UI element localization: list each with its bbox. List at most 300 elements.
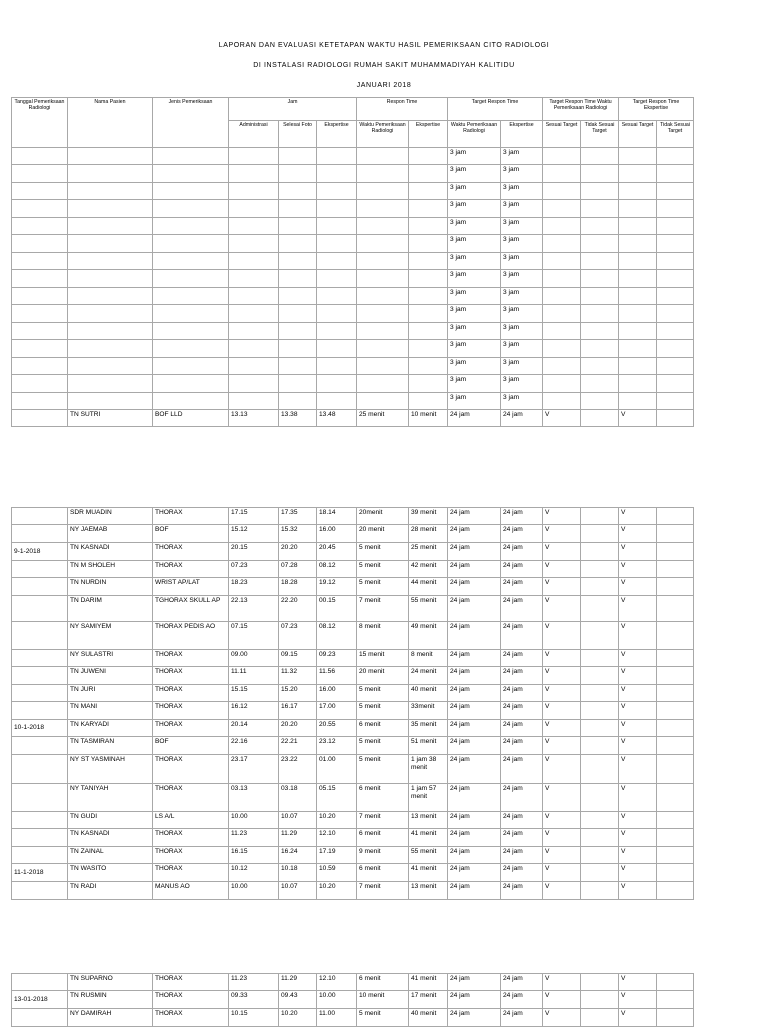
table-cell <box>581 737 619 755</box>
table-cell: 3 jam <box>501 235 543 253</box>
table-cell: 24 jam <box>501 543 543 561</box>
table-cell <box>279 200 317 218</box>
table-cell <box>619 375 657 393</box>
table-cell: 10.12 <box>229 864 279 882</box>
table-cell: THORAX <box>153 543 229 561</box>
table-cell: THORAX <box>153 685 229 702</box>
table-cell: NY JAEMAB <box>68 525 153 543</box>
table-row <box>12 847 694 864</box>
table-cell: 10.20 <box>317 812 357 829</box>
table-cell <box>229 270 279 288</box>
table-cell: 24 jam <box>501 737 543 755</box>
table-cell: 24 jam <box>501 1009 543 1027</box>
table-cell: TN KASNADI <box>68 829 153 847</box>
table-cell: 3 jam <box>501 200 543 218</box>
table-cell: 10.20 <box>317 882 357 900</box>
table-cell <box>657 218 694 235</box>
table-cell <box>619 323 657 340</box>
table-cell: 15.15 <box>229 685 279 702</box>
table-cell: WRIST AP/LAT <box>153 578 229 596</box>
table-cell: V <box>619 847 657 864</box>
table-cell: V <box>619 561 657 578</box>
table-cell: 3 jam <box>501 340 543 358</box>
col-waktu-pemeriksaan-target: Waktu Pemeriksaan Radiologi <box>448 121 501 148</box>
table-cell: 42 menit <box>409 561 448 578</box>
table-cell <box>229 235 279 253</box>
table-row <box>12 622 694 650</box>
table-row <box>12 410 694 427</box>
table-cell: 24 jam <box>501 784 543 812</box>
table-cell <box>619 305 657 323</box>
table-cell <box>581 508 619 525</box>
table-cell <box>279 270 317 288</box>
table-cell: 5 menit <box>357 755 409 784</box>
col-tidak-sesuai-eksp: Tidak Sesuai Target <box>657 121 694 148</box>
table-cell <box>581 784 619 812</box>
table-cell: 10-1-2018 <box>12 720 68 737</box>
table-cell: 15.12 <box>229 525 279 543</box>
table-cell: V <box>619 667 657 685</box>
table-cell <box>581 812 619 829</box>
table-cell: 15.32 <box>279 525 317 543</box>
report-period: JANUARI 2018 <box>356 82 412 89</box>
table-cell <box>581 323 619 340</box>
table-cell: 39 menit <box>409 508 448 525</box>
table-cell <box>581 253 619 270</box>
table-cell <box>317 253 357 270</box>
table-cell: 11-1-2018 <box>12 864 68 882</box>
table-cell <box>619 393 657 410</box>
table-cell <box>581 685 619 702</box>
table-cell: 3 jam <box>448 270 501 288</box>
table-cell: V <box>543 543 581 561</box>
table-cell <box>68 375 153 393</box>
table-cell <box>581 596 619 622</box>
table-cell: 22.20 <box>279 596 317 622</box>
table-cell: 11.29 <box>279 974 317 991</box>
table-cell <box>12 685 68 702</box>
table-cell <box>581 991 619 1009</box>
table-cell: THORAX <box>153 847 229 864</box>
table-cell: 24 jam <box>448 578 501 596</box>
table-cell: V <box>619 702 657 720</box>
table-cell <box>12 200 68 218</box>
table-row <box>12 974 694 991</box>
table-row <box>12 784 694 812</box>
table-cell <box>581 200 619 218</box>
table-cell: TN JUWENI <box>68 667 153 685</box>
table-cell <box>12 340 68 358</box>
table-cell <box>543 148 581 165</box>
table-row <box>12 183 694 200</box>
table-cell: 24 jam <box>448 755 501 784</box>
table-cell: 25 menit <box>409 543 448 561</box>
table-cell <box>581 183 619 200</box>
table-row <box>12 882 694 900</box>
table-cell <box>619 253 657 270</box>
table-cell: 41 menit <box>409 829 448 847</box>
table-row <box>12 165 694 183</box>
table-cell <box>657 812 694 829</box>
table-cell <box>619 340 657 358</box>
table-cell: TN GUDI <box>68 812 153 829</box>
table-cell: 18.14 <box>317 508 357 525</box>
table-cell <box>357 218 409 235</box>
table-cell <box>68 393 153 410</box>
table-cell: TN ZAINAL <box>68 847 153 864</box>
table-cell <box>317 323 357 340</box>
table-cell: 11.11 <box>229 667 279 685</box>
table-row <box>12 720 694 737</box>
table-cell: 24 jam <box>448 543 501 561</box>
table-cell: TN SUPARNO <box>68 974 153 991</box>
table-cell <box>12 253 68 270</box>
table-cell <box>581 829 619 847</box>
table-cell <box>543 218 581 235</box>
table-cell: V <box>543 596 581 622</box>
table-cell: 33menit <box>409 702 448 720</box>
table-cell: 3 jam <box>448 148 501 165</box>
table-cell: 5 menit <box>357 737 409 755</box>
table-cell: 16.12 <box>229 702 279 720</box>
table-cell: 1 jam 38 menit <box>409 755 448 784</box>
table-cell <box>657 270 694 288</box>
table-cell <box>153 375 229 393</box>
table-cell: 3 jam <box>448 235 501 253</box>
table-cell: 01.00 <box>317 755 357 784</box>
table-row <box>12 393 694 410</box>
table-row <box>12 323 694 340</box>
table-cell <box>409 358 448 375</box>
table-cell <box>153 393 229 410</box>
table-cell: 12.10 <box>317 829 357 847</box>
table-cell: 6 menit <box>357 864 409 882</box>
table-cell <box>12 622 68 650</box>
table-cell: 17.35 <box>279 508 317 525</box>
table-cell <box>543 183 581 200</box>
table-cell <box>657 596 694 622</box>
table-cell <box>657 165 694 183</box>
col-jenis: Jenis Pemeriksaan <box>153 98 229 148</box>
col-nama: Nama Pasien <box>68 98 153 148</box>
table-cell <box>581 667 619 685</box>
table-cell: 3 jam <box>501 288 543 305</box>
table-cell <box>619 200 657 218</box>
table-cell <box>68 218 153 235</box>
col-ekspertise-target: Ekspertise <box>501 121 543 148</box>
table-cell <box>543 393 581 410</box>
table-cell <box>317 270 357 288</box>
table-cell: 11.23 <box>229 974 279 991</box>
table-cell <box>279 253 317 270</box>
table-cell: 24 jam <box>501 650 543 667</box>
table-row <box>12 253 694 270</box>
table-cell: 16.00 <box>317 525 357 543</box>
table-cell <box>317 288 357 305</box>
table-cell <box>409 200 448 218</box>
table-cell: 3 jam <box>501 305 543 323</box>
table-cell: 24 jam <box>448 622 501 650</box>
table-cell: TN M SHOLEH <box>68 561 153 578</box>
table-cell <box>581 148 619 165</box>
table-cell: NY SULASTRI <box>68 650 153 667</box>
table-cell <box>12 323 68 340</box>
table-cell: V <box>543 974 581 991</box>
table-row <box>12 561 694 578</box>
table-cell <box>543 340 581 358</box>
table-cell <box>657 784 694 812</box>
table-cell <box>619 165 657 183</box>
table-cell <box>12 270 68 288</box>
table-cell: 10.00 <box>317 991 357 1009</box>
table-cell: 19.12 <box>317 578 357 596</box>
table-cell <box>317 358 357 375</box>
table-cell: 24 jam <box>448 508 501 525</box>
table-cell <box>279 165 317 183</box>
table-cell <box>317 305 357 323</box>
table-row <box>12 812 694 829</box>
table-cell <box>581 543 619 561</box>
table-cell: 3 jam <box>448 340 501 358</box>
table-cell <box>357 375 409 393</box>
table-cell <box>12 410 68 427</box>
table-cell: 09.00 <box>229 650 279 667</box>
table-cell: V <box>543 864 581 882</box>
table-cell: 24 jam <box>501 847 543 864</box>
table-cell: V <box>543 1009 581 1027</box>
table-cell <box>279 358 317 375</box>
table-cell: 3 jam <box>448 165 501 183</box>
col-ekspertise-respon: Ekspertise <box>409 121 448 148</box>
table-cell: 24 jam <box>448 784 501 812</box>
table-row <box>12 702 694 720</box>
table-cell: 24 jam <box>448 667 501 685</box>
table-row <box>12 375 694 393</box>
table-cell: 24 jam <box>448 829 501 847</box>
table-cell <box>317 183 357 200</box>
table-row <box>12 288 694 305</box>
table-cell <box>153 288 229 305</box>
table-cell: THORAX <box>153 991 229 1009</box>
table-cell: V <box>619 685 657 702</box>
table-cell: THORAX PEDIS AO <box>153 622 229 650</box>
table-cell: TN MANI <box>68 702 153 720</box>
table-cell: 3 jam <box>501 375 543 393</box>
table-cell: V <box>619 974 657 991</box>
table-cell: THORAX <box>153 1009 229 1027</box>
table-cell: 10.18 <box>279 864 317 882</box>
report-table-2 <box>11 507 694 900</box>
table-cell <box>317 393 357 410</box>
table-cell: 13.13 <box>229 410 279 427</box>
table-cell <box>229 253 279 270</box>
table-cell <box>229 165 279 183</box>
table-cell <box>543 358 581 375</box>
table-cell <box>581 165 619 183</box>
col-target-eksp: Target Respon Time Ekspertise <box>619 98 694 121</box>
table-cell <box>409 218 448 235</box>
table-cell <box>657 148 694 165</box>
report-subtitle: DI INSTALASI RADIOLOGI RUMAH SAKIT MUHAMMADIYAH KALITIDU <box>253 62 515 69</box>
table-cell: 20.20 <box>279 720 317 737</box>
table-cell: V <box>543 720 581 737</box>
table-cell: 24 jam <box>501 578 543 596</box>
table-cell <box>357 235 409 253</box>
table-cell <box>12 305 68 323</box>
table-cell <box>657 829 694 847</box>
table-cell: V <box>619 829 657 847</box>
table-cell: 24 jam <box>501 525 543 543</box>
table-cell: TN TASMIRAN <box>68 737 153 755</box>
table-cell: 24 jam <box>501 829 543 847</box>
table-cell: 07.15 <box>229 622 279 650</box>
table-cell: V <box>619 410 657 427</box>
table-cell: 24 jam <box>501 702 543 720</box>
table-cell <box>657 561 694 578</box>
table-cell <box>619 148 657 165</box>
table-cell: 3 jam <box>448 393 501 410</box>
table-cell <box>279 375 317 393</box>
table-cell <box>581 720 619 737</box>
table-cell <box>619 235 657 253</box>
table-cell: V <box>619 622 657 650</box>
table-cell: TN JURI <box>68 685 153 702</box>
table-cell: 24 jam <box>501 991 543 1009</box>
col-selesai-foto: Selesai Foto <box>279 121 317 148</box>
table-cell: 10.00 <box>229 882 279 900</box>
table-cell <box>581 270 619 288</box>
table-cell <box>581 410 619 427</box>
table-row <box>12 864 694 882</box>
table-cell <box>581 847 619 864</box>
table-cell: 10.07 <box>279 812 317 829</box>
table-cell: 7 menit <box>357 596 409 622</box>
table-cell: 3 jam <box>501 358 543 375</box>
table-cell: V <box>543 847 581 864</box>
table-cell: 24 jam <box>448 864 501 882</box>
table-cell <box>657 375 694 393</box>
table-cell: 3 jam <box>501 393 543 410</box>
table-cell <box>543 200 581 218</box>
table-cell: 24 jam <box>501 561 543 578</box>
table-cell <box>153 165 229 183</box>
table-cell <box>229 200 279 218</box>
table-cell: NY ST YASMINAH <box>68 755 153 784</box>
table-cell <box>657 974 694 991</box>
table-cell <box>657 667 694 685</box>
table-cell <box>229 340 279 358</box>
table-cell: 3 jam <box>501 218 543 235</box>
table-cell: V <box>619 737 657 755</box>
table-cell <box>279 305 317 323</box>
table-cell <box>657 323 694 340</box>
table-row <box>12 218 694 235</box>
table-cell: 16.17 <box>279 702 317 720</box>
table-cell: 25 menit <box>357 410 409 427</box>
table-cell: 23.22 <box>279 755 317 784</box>
table-cell <box>12 288 68 305</box>
table-cell: V <box>543 829 581 847</box>
table-cell: 24 jam <box>501 974 543 991</box>
table-cell <box>581 974 619 991</box>
table-cell: V <box>543 991 581 1009</box>
table-cell: V <box>619 1009 657 1027</box>
table-cell <box>409 165 448 183</box>
col-tanggal: Tanggal Pemeriksaan Radiologi <box>12 98 68 148</box>
table-cell: 20.55 <box>317 720 357 737</box>
table-cell <box>409 288 448 305</box>
table-row <box>12 270 694 288</box>
table-cell: 3 jam <box>501 165 543 183</box>
table-cell: 3 jam <box>448 218 501 235</box>
table-cell <box>657 755 694 784</box>
table-cell <box>357 183 409 200</box>
table-cell: TGHORAX SKULL AP <box>153 596 229 622</box>
table-cell: V <box>543 812 581 829</box>
table-cell: NY DAMIRAH <box>68 1009 153 1027</box>
table-cell: 22.13 <box>229 596 279 622</box>
table-cell: 3 jam <box>448 323 501 340</box>
table-cell <box>68 183 153 200</box>
table-cell: 40 menit <box>409 685 448 702</box>
table-cell <box>68 200 153 218</box>
table-cell: 3 jam <box>448 375 501 393</box>
table-cell <box>317 165 357 183</box>
table-cell: THORAX <box>153 720 229 737</box>
table-cell: 24 jam <box>448 650 501 667</box>
table-cell: 07.23 <box>229 561 279 578</box>
table-cell: 5 menit <box>357 561 409 578</box>
table-cell <box>409 340 448 358</box>
table-cell: 24 jam <box>448 525 501 543</box>
table-cell <box>153 235 229 253</box>
table-cell: 16.00 <box>317 685 357 702</box>
table-cell: 17.15 <box>229 508 279 525</box>
table-cell: 23.17 <box>229 755 279 784</box>
table-cell <box>229 305 279 323</box>
table-cell: V <box>619 596 657 622</box>
table-cell: TN WASITO <box>68 864 153 882</box>
table-cell <box>409 270 448 288</box>
table-cell: 6 menit <box>357 720 409 737</box>
table-cell: TN KARYADI <box>68 720 153 737</box>
table-cell: 08.12 <box>317 561 357 578</box>
table-cell: 3 jam <box>448 305 501 323</box>
table-cell <box>357 305 409 323</box>
table-cell: 24 jam <box>448 882 501 900</box>
table-cell <box>581 755 619 784</box>
table-cell: 24 menit <box>409 667 448 685</box>
table-cell <box>657 410 694 427</box>
table-row <box>12 305 694 323</box>
table-cell: 18.28 <box>279 578 317 596</box>
table-cell: 15.20 <box>279 685 317 702</box>
table-cell: 13 menit <box>409 812 448 829</box>
table-cell <box>657 578 694 596</box>
table-cell: 07.23 <box>279 622 317 650</box>
table-cell <box>657 622 694 650</box>
table-cell <box>12 183 68 200</box>
table-cell <box>409 148 448 165</box>
table-cell <box>409 183 448 200</box>
table-cell: 5 menit <box>357 702 409 720</box>
table-cell: 24 jam <box>501 864 543 882</box>
table-cell <box>279 393 317 410</box>
table-cell: 15 menit <box>357 650 409 667</box>
table-cell: 24 jam <box>448 410 501 427</box>
table-cell <box>12 737 68 755</box>
table-cell <box>229 375 279 393</box>
